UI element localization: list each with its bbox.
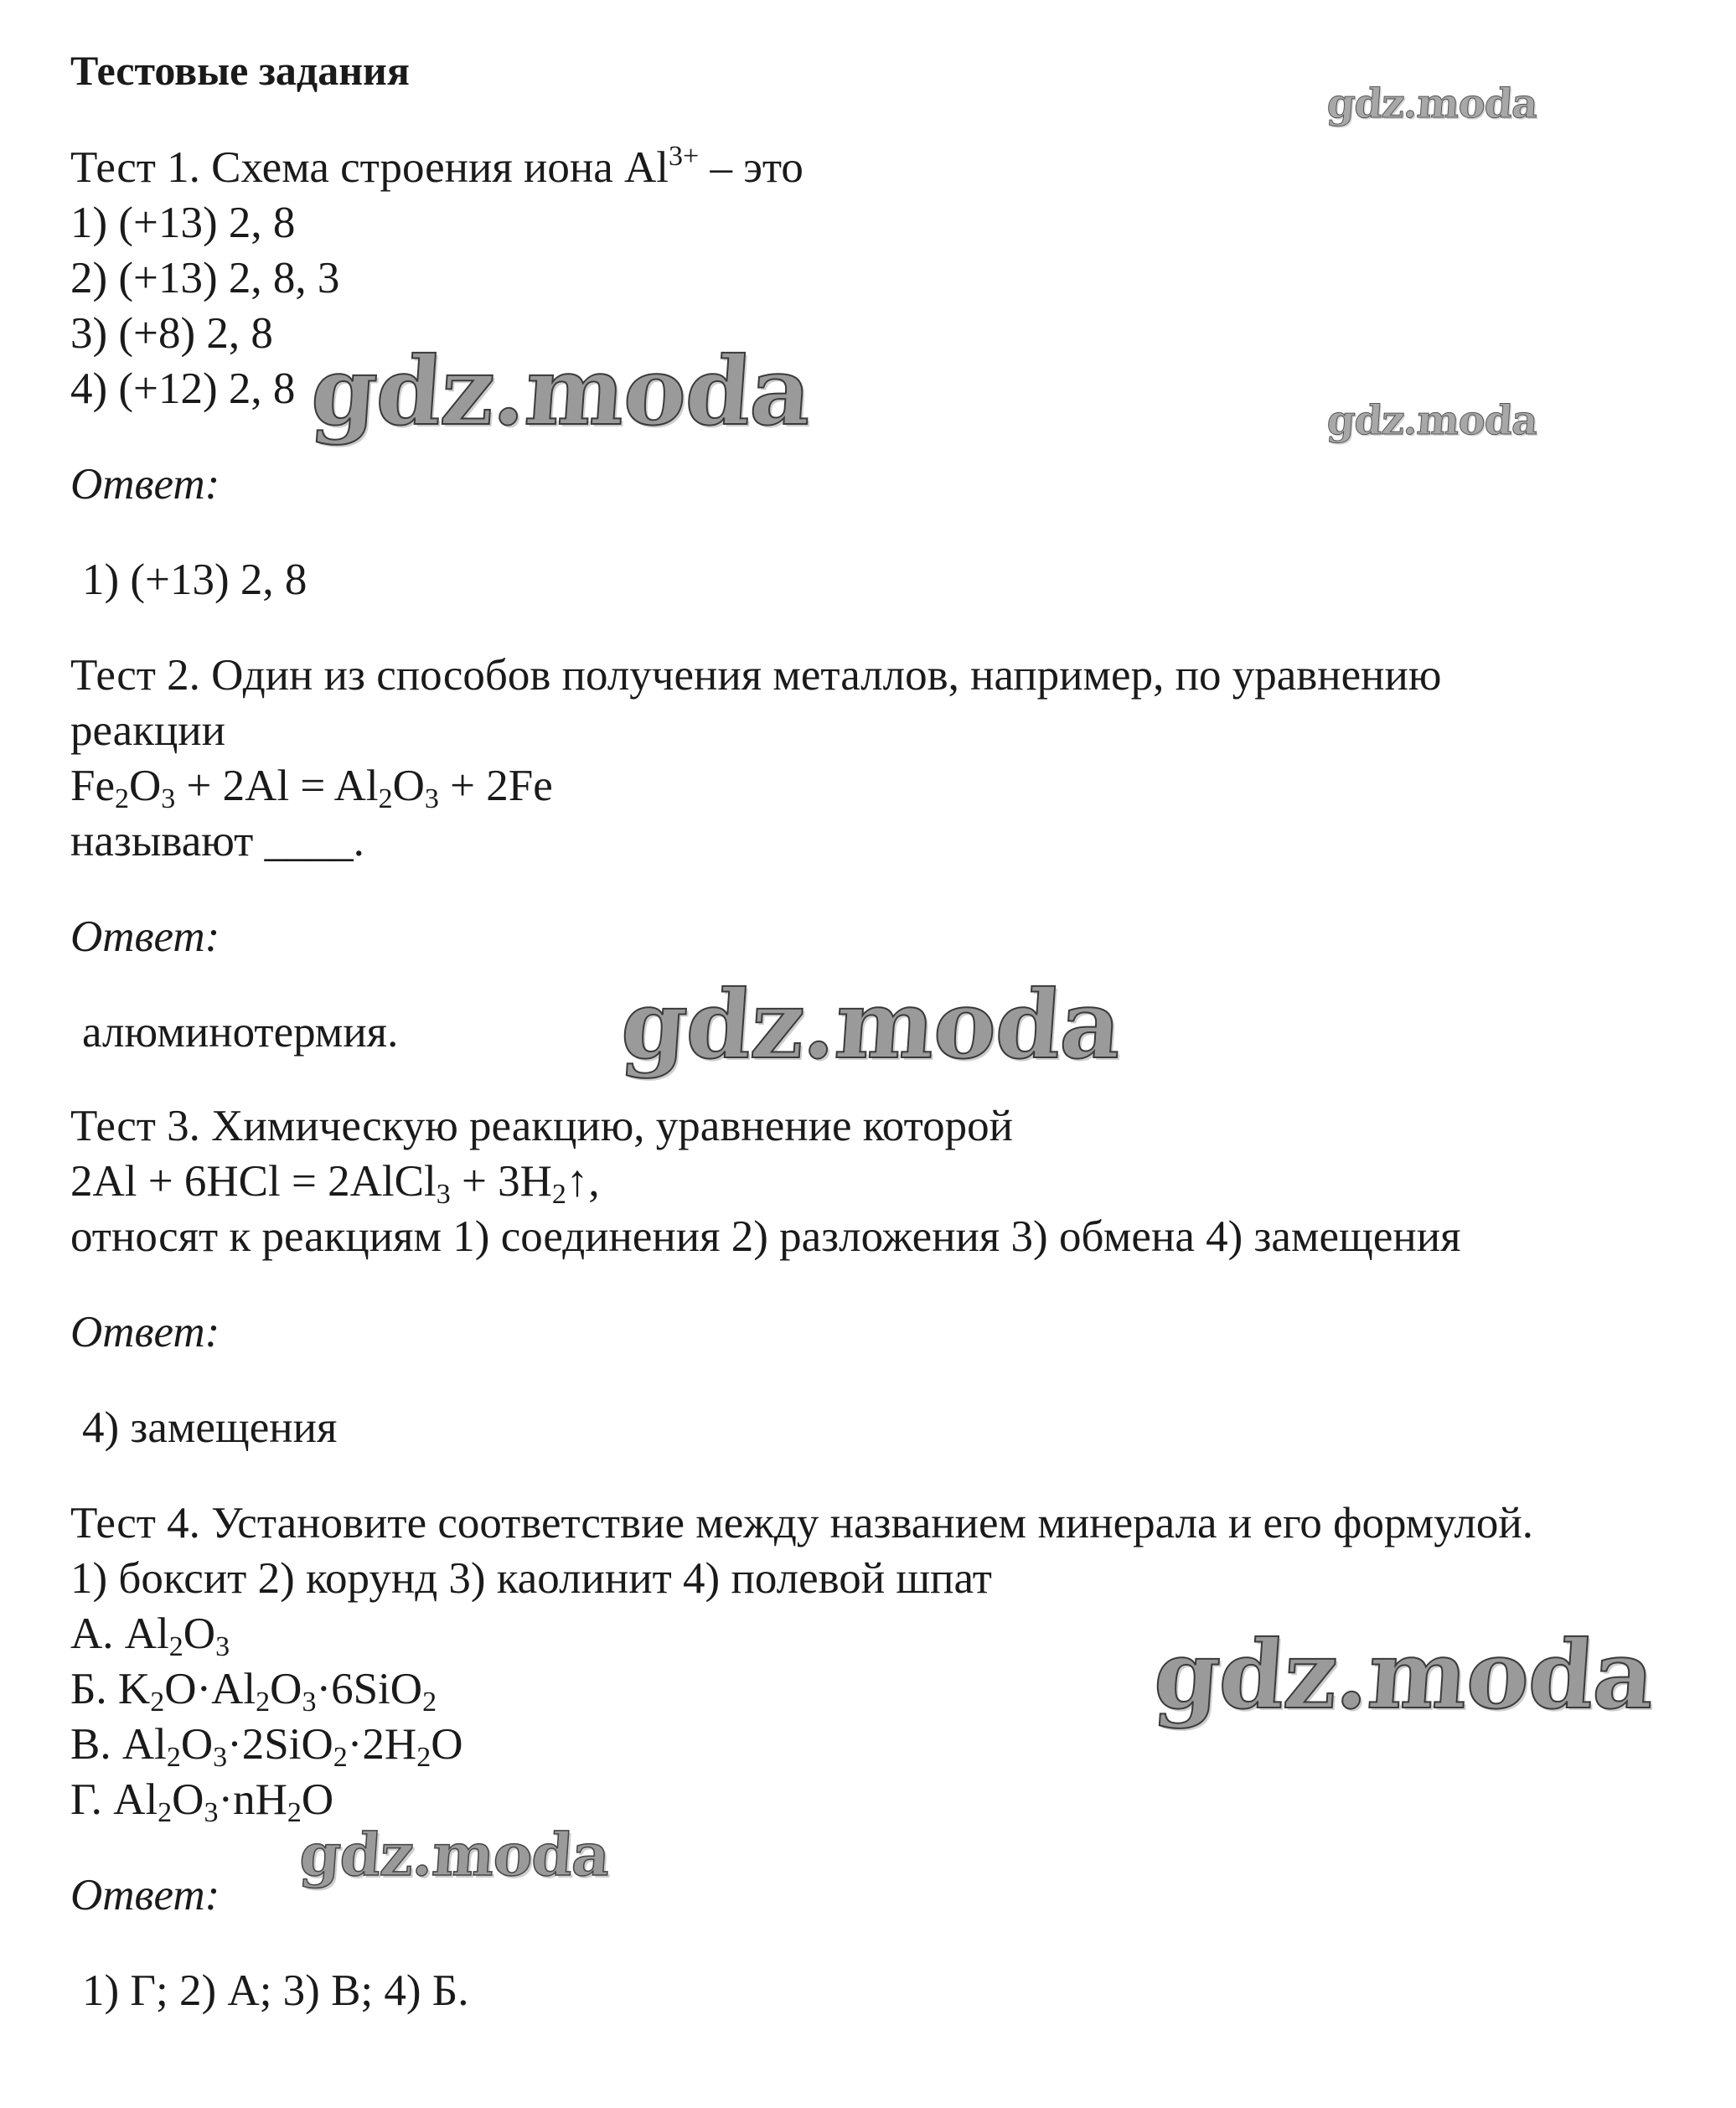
test1-option-3: 3) (+8) 2, 8 bbox=[70, 309, 273, 358]
test4-formula-c: В. $Al_2O_3\cdot 2SiO_2\cdot 2H_2O$ bbox=[70, 1720, 463, 1773]
test2-question-line1: Тест 2. Один из способов получения металлов, например, по уравнению bbox=[70, 651, 1442, 700]
test4-answer-label: Ответ: bbox=[70, 1871, 220, 1919]
test2-question-line2: реакции bbox=[70, 706, 226, 755]
watermark: gdz.moda bbox=[617, 970, 1124, 1080]
test4-answer: 1) Г; 2) А; 3) В; 4) Б. bbox=[82, 1966, 469, 2015]
test3-answer: 4) замещения bbox=[82, 1403, 338, 1452]
watermark: gdz.moda bbox=[297, 1820, 612, 1889]
test2-equation: $Fe_2O_3 + 2Al = Al_2O_3 + 2Fe$ bbox=[70, 762, 553, 814]
test1-question: Тест 1. Схема строения иона $Al^{3+}$ – это bbox=[70, 141, 803, 192]
test1-answer: 1) (+13) 2, 8 bbox=[82, 555, 307, 604]
watermark: gdz.moda bbox=[1325, 397, 1539, 444]
test3-question-line1: Тест 3. Химическую реакцию, уравнение которой bbox=[70, 1102, 1013, 1150]
test4-question-line1: Тест 4. Установите соответствие между названием минерала и его формулой. bbox=[70, 1499, 1533, 1547]
watermark: gdz.moda bbox=[1325, 80, 1539, 127]
test1-option-4: 4) (+12) 2, 8 bbox=[70, 364, 296, 413]
test1-option-2: 2) (+13) 2, 8, 3 bbox=[70, 254, 340, 302]
test4-question-line2: 1) боксит 2) корунд 3) каолинит 4) полевой шпат bbox=[70, 1554, 992, 1603]
test4-formula-b: Б. $K_2O\cdot Al_2O_3\cdot 6SiO_2$ bbox=[70, 1665, 437, 1718]
test3-equation: 2Al + 6HCl = 2AlCl$_3$ + $3H_2↑$, bbox=[70, 1157, 600, 1210]
test2-answer-label: Ответ: bbox=[70, 912, 220, 961]
watermark: gdz.moda bbox=[307, 337, 814, 447]
test4-formula-a: А. $Al_2O_3$ bbox=[70, 1609, 230, 1662]
test3-answer-label: Ответ: bbox=[70, 1308, 220, 1356]
page-title: Тестовые задания bbox=[70, 47, 410, 94]
test2-question-line4: называют ____. bbox=[70, 817, 364, 865]
test4-formula-d: Г. $Al_2O_3\cdot nH_2O$ bbox=[70, 1775, 334, 1828]
watermark: gdz.moda bbox=[1150, 1620, 1657, 1730]
test2-answer: алюминотермия. bbox=[82, 1008, 399, 1057]
test1-option-1: 1) (+13) 2, 8 bbox=[70, 199, 296, 247]
test3-question-line3: относят к реакциям 1) соединения 2) разложения 3) обмена 4) замещения bbox=[70, 1212, 1461, 1261]
test1-answer-label: Ответ: bbox=[70, 460, 220, 509]
